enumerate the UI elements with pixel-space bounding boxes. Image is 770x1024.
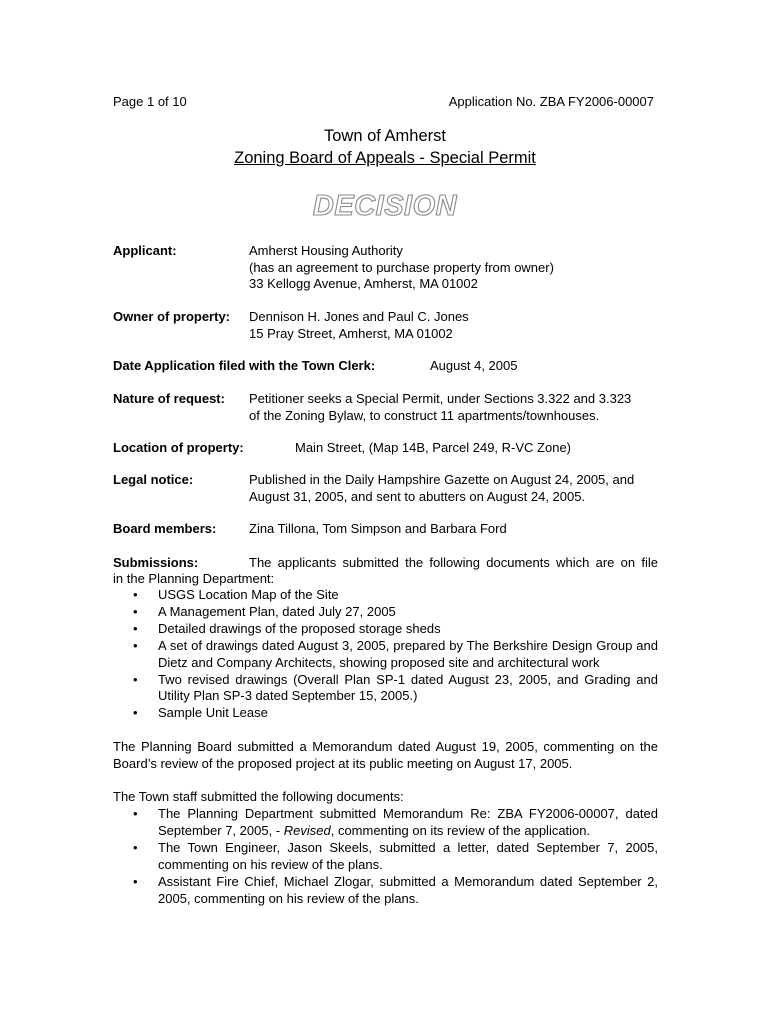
applicant-label: Applicant: [113,243,177,258]
bullet-icon: • [133,620,138,636]
revised-emphasis: Revised [283,822,331,838]
planning-board-paragraph: The Planning Board submitted a Memorandum dated August 19, 2005, commenting on the Board’s review of the proposed project at its public meeting on August 17, 2005. [113,739,658,771]
list-item: • A set of drawings dated August 3, 2005, prepared by The Berkshire Design Group and Dietz and Company Architects, showing proposed site and architectural work [133,637,658,670]
owner-label: Owner of property: [113,309,231,324]
list-item: • Detailed drawings of the proposed storage sheds [133,620,441,636]
legal-value [249,472,659,505]
location-value: Main Street, (Map 14B, Parcel 249, R-VC Zone) [295,440,572,455]
board-label: Board members: [113,521,217,536]
list-item: • Sample Unit Lease [133,705,268,721]
nature-line: of the Zoning Bylaw, to construct 11 apartments/townhouses. [249,407,600,423]
owner-value [249,309,659,342]
bullet-icon: • [133,806,138,821]
owner-line: Dennison H. Jones and Paul C. Jones [249,309,469,324]
bullet-icon: • [133,587,138,602]
date-filed-value: August 4, 2005 [430,358,518,373]
town-staff-list [113,806,658,907]
owner-line: 15 Pray Street, Amherst, MA 01002 [249,325,453,341]
applicant-line: Amherst Housing Authority [249,243,403,258]
bullet-icon: • [133,705,138,721]
legal-label: Legal notice: [113,472,194,487]
submissions-intro-continued: in the Planning Department: [113,571,275,586]
applicant-value [249,243,659,293]
nature-value [249,391,659,424]
bullet-icon: • [133,873,138,889]
applicant-line: 33 Kellogg Avenue, Amherst, MA 01002 [249,276,478,291]
nature-line: Petitioner seeks a Special Permit, under Sections 3.322 and 3.323 [249,391,632,406]
submissions-intro: The applicants submitted the following documents which are on file [249,555,658,570]
application-number: Application No. ZBA FY2006-00007 [448,94,654,109]
submissions-label: Submissions: [113,555,199,570]
town-staff-intro: The Town staff submitted the following documents: [113,789,404,804]
list-item: • Two revised drawings (Overall Plan SP-1 dated August 23, 2005, and Grading and Utility Plan SP-3 dated September 15, 2005.) [133,671,658,704]
list-item: • Assistant Fire Chief, Michael Zlogar, submitted a Memorandum dated September 2, 2005, commenting on his review of the plans. [133,873,658,906]
legal-line: August 31, 2005, and sent to abutters on August 24, 2005. [249,488,586,504]
list-item: • The Town Engineer, Jason Skeels, submitted a letter, dated September 7, 2005, commenting on his review of the plans. [133,839,658,872]
nature-label: Nature of request: [113,391,225,406]
board-value: Zina Tillona, Tom Simpson and Barbara Ford [249,521,507,536]
list-item: • USGS Location Map of the Site [133,587,339,602]
submissions-list [113,587,658,722]
list-item: • The Planning Department submitted Memorandum Re: ZBA FY2006-00007, dated September 7, 2005, - Revised, commenting on its review of the application. [133,806,658,838]
applicant-line: (has an agreement to purchase property from owner) [249,259,554,275]
decision-heading: DECISION [312,190,458,222]
page-number: Page 1 of 10 [113,94,187,109]
bullet-icon: • [133,637,138,653]
list-item: • A Management Plan, dated July 27, 2005 [133,603,396,619]
bullet-icon: • [133,603,138,619]
location-label: Location of property: [113,440,244,455]
town-title: Town of Amherst [324,127,446,145]
bullet-icon: • [133,839,138,855]
date-filed-label: Date Application filed with the Town Clerk: [113,358,376,373]
bullet-icon: • [133,671,138,687]
legal-line: Published in the Daily Hampshire Gazette on August 24, 2005, and [249,472,635,487]
board-title: Zoning Board of Appeals - Special Permit [234,149,536,167]
